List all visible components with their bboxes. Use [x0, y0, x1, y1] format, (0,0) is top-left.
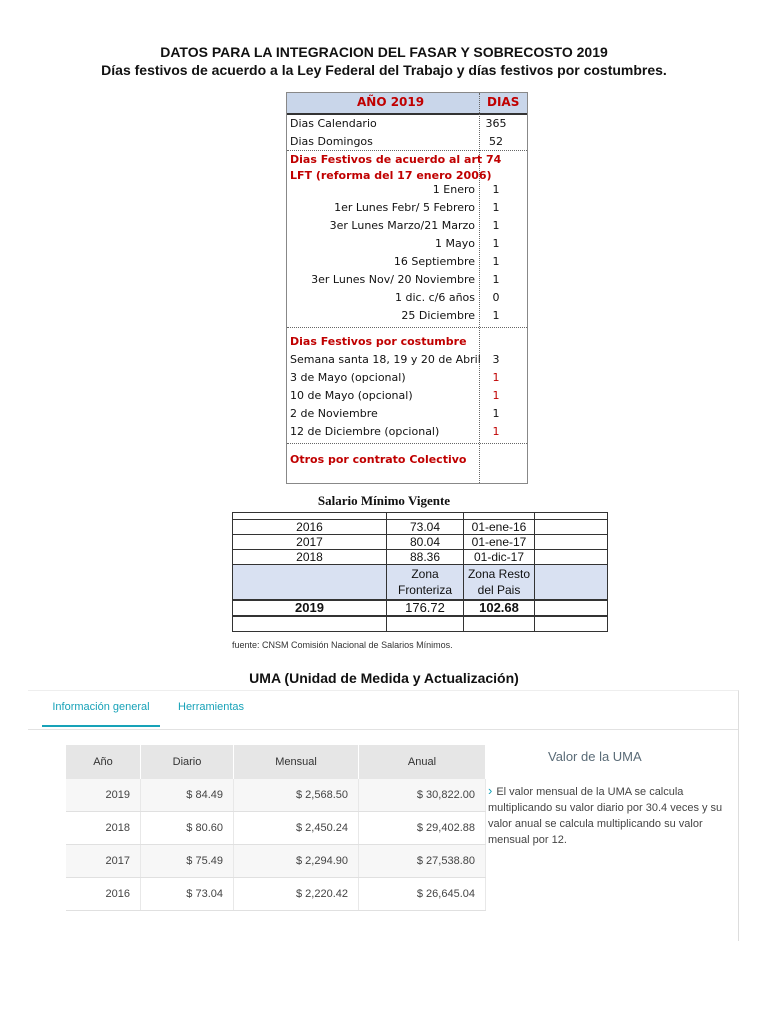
page-subtitle: Días festivos de acuerdo a la Ley Federal del Trabajo y días festivos por costumbres. — [101, 62, 667, 78]
otros-contrato: Otros por contrato Colectivo — [290, 453, 467, 466]
table-row-empty — [233, 616, 608, 632]
uma-table-header: Año Diario Mensual Anual — [66, 745, 486, 779]
tab-herramientas[interactable]: Herramientas — [178, 701, 245, 713]
uma-panel — [28, 690, 739, 941]
zona-fronteriza-header: Zona Fronteriza — [387, 565, 464, 601]
lft-item: 1er Lunes Febr/ 5 Febrero 1 — [334, 201, 500, 214]
lft-item: 1 Mayo 1 — [435, 237, 500, 250]
table-row: 2017 $ 75.49 $ 2,294.90 $ 27,538.80 — [66, 845, 486, 878]
chevron-right-icon: › — [488, 783, 493, 798]
dias-table — [286, 92, 528, 484]
valor-uma-text: › El valor mensual de la UMA se calcula multiplicando su valor diario por 30.4 veces y su valor anual se calcula multiplicando su valor mensual por 12. — [488, 783, 723, 846]
table-row: 2017 80.04 01-ene-17 — [233, 535, 608, 550]
costumbre-item: 3 de Mayo (opcional) 1 — [290, 371, 500, 384]
page-title: DATOS PARA LA INTEGRACION DEL FASAR Y SOBRECOSTO 2019 — [160, 44, 608, 60]
row-domingos: Dias Domingos 52 — [290, 135, 503, 148]
table-row: 2018 88.36 01-dic-17 — [233, 550, 608, 565]
salario-table — [232, 512, 608, 632]
lft-item: 3er Lunes Nov/ 20 Noviembre 1 — [311, 273, 500, 286]
zone-header-row — [233, 565, 608, 601]
source-note: fuente: CNSM Comisión Nacional de Salarios Mínimos. — [232, 640, 453, 650]
salario-title: Salario Mínimo Vigente — [317, 493, 451, 508]
lft-item: 1 Enero 1 — [432, 183, 500, 196]
dias-table-header — [287, 93, 527, 115]
lft-heading-2: LFT (reforma del 17 enero 2006) — [290, 169, 492, 182]
costumbre-item: Semana santa 18, 19 y 20 de Abril 3 — [290, 353, 500, 366]
costumbre-item: 10 de Mayo (opcional) 1 — [290, 389, 500, 402]
lft-heading-1: Dias Festivos de acuerdo al art 74 — [290, 153, 502, 166]
row-calendario: Dias Calendario 365 — [290, 117, 507, 130]
lft-item: 3er Lunes Marzo/21 Marzo 1 — [329, 219, 500, 232]
table-row: 2016 73.04 01-ene-16 — [233, 520, 608, 535]
costumbre-item: 12 de Diciembre (opcional) 1 — [290, 425, 500, 438]
costumbre-item: 2 de Noviembre 1 — [290, 407, 500, 420]
table-row: 2018 $ 80.60 $ 2,450.24 $ 29,402.88 — [66, 812, 486, 845]
col-year-header: AÑO 2019 — [357, 95, 425, 109]
costumbre-heading: Dias Festivos por costumbre — [290, 335, 467, 348]
zona-resto-header: Zona Resto del Pais — [464, 565, 535, 601]
lft-item: 1 dic. c/6 años 0 — [395, 291, 500, 304]
table-row: 2019 $ 84.49 $ 2,568.50 $ 30,822.00 — [66, 779, 486, 812]
uma-table — [66, 745, 486, 911]
valor-uma-title: Valor de la UMA — [548, 749, 642, 764]
col-dias-header: DIAS — [487, 95, 520, 109]
tab-informacion-general[interactable]: Información general — [42, 701, 160, 727]
uma-title: UMA (Unidad de Medida y Actualización) — [249, 670, 519, 686]
lft-item: 16 Septiembre 1 — [393, 255, 500, 268]
row-2019: 2019 176.72 102.68 — [233, 600, 608, 616]
table-row: 2016 $ 73.04 $ 2,220.42 $ 26,645.04 — [66, 878, 486, 911]
lft-item: 25 Diciembre 1 — [401, 309, 500, 322]
